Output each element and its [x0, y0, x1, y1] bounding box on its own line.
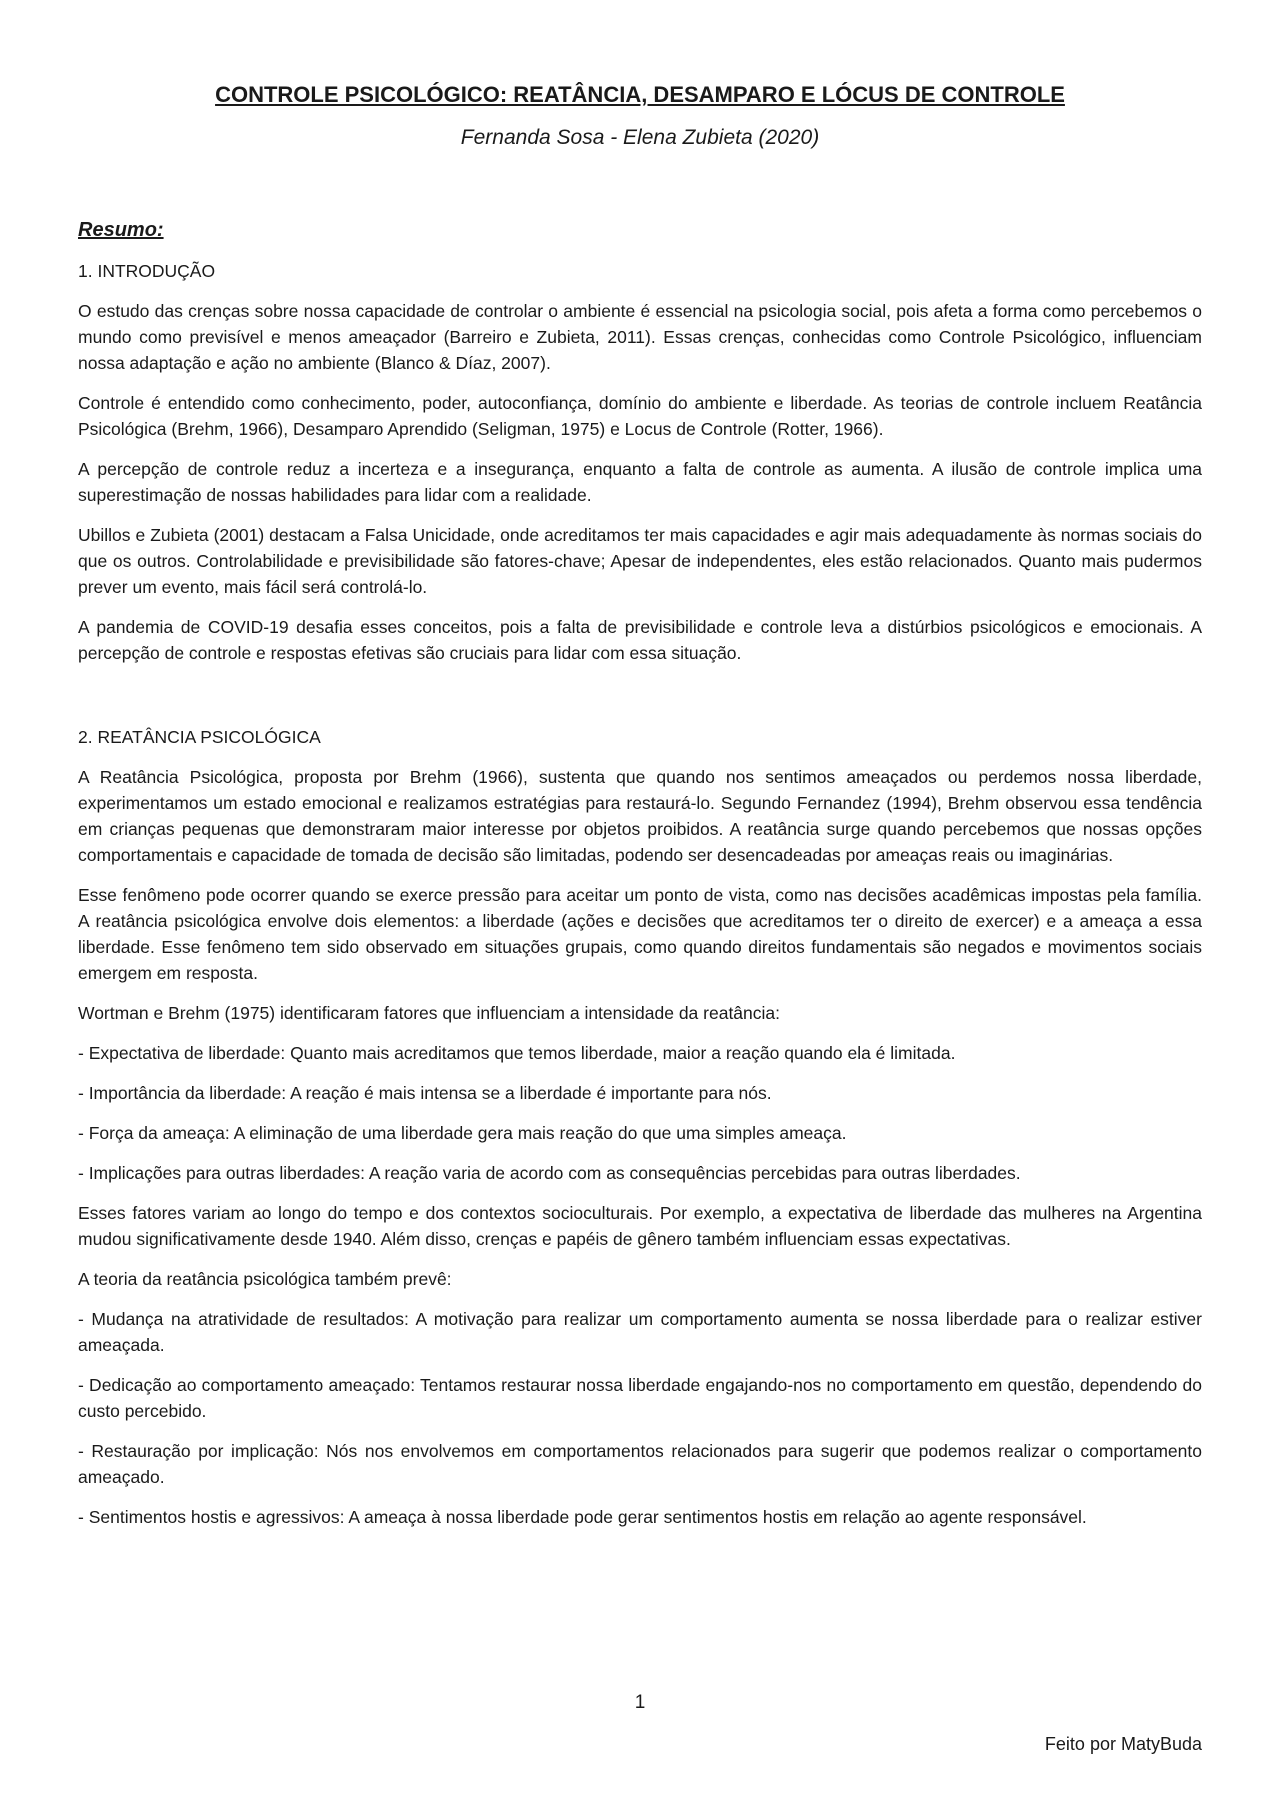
list-item: - Implicações para outras liberdades: A reação varia de acordo com as consequências percebidas para outras liberdades. [78, 1163, 1021, 1183]
list-item: - Restauração por implicação: Nós nos envolvemos em comportamentos relacionados para sugerir que podemos realizar o comportamento ameaçado. [78, 1441, 1202, 1487]
paragraph: Ubillos e Zubieta (2001) destacam a Falsa Unicidade, onde acreditamos ter mais capacidades e agir mais adequadamente às normas sociais do que os outros. Controlabilidade e previsibilidade são fatores-chave; Apesar de independentes, eles estão relacionados. Quanto mais pudermos prever um evento, mais fácil será controlá-lo. [78, 525, 1202, 597]
summary-label: Resumo: [78, 219, 164, 241]
section-heading: 2. REATÂNCIA PSICOLÓGICA [78, 727, 321, 747]
list-item: - Força da ameaça: A eliminação de uma liberdade gera mais reação do que uma simples ameaça. [78, 1123, 847, 1143]
paragraph: Wortman e Brehm (1975) identificaram fatores que influenciam a intensidade da reatância: [78, 1003, 780, 1023]
list-item: - Sentimentos hostis e agressivos: A ameaça à nossa liberdade pode gerar sentimentos hostis em relação ao agente responsável. [78, 1507, 1087, 1527]
paragraph: O estudo das crenças sobre nossa capacidade de controlar o ambiente é essencial na psicologia social, pois afeta a forma como percebemos o mundo como previsível e menos ameaçador (Barreiro e Zubieta, 2011). Essas crenças, conhecidas como Controle Psicológico, influenciam nossa adaptação e ação no ambiente (Blanco & Díaz, 2007). [78, 301, 1202, 373]
section-heading: 1. INTRODUÇÃO [78, 261, 216, 281]
paragraph: Esse fenômeno pode ocorrer quando se exerce pressão para aceitar um ponto de vista, como nas decisões acadêmicas impostas pela família. A reatância psicológica envolve dois elementos: a liberdade (ações e decisões que acreditamos ter o direito de exercer) e a ameaça a essa liberdade. Esse fenômeno tem sido observado em situações grupais, como quando direitos fundamentais são negados e movimentos sociais emergem em resposta. [78, 885, 1202, 983]
section-introduction [78, 258, 1202, 666]
document-authors: Fernanda Sosa - Elena Zubieta (2020) [460, 126, 820, 149]
document-title: CONTROLE PSICOLÓGICO: REATÂNCIA, DESAMPARO E LÓCUS DE CONTROLE [215, 82, 1065, 107]
paragraph: A pandemia de COVID-19 desafia esses conceitos, pois a falta de previsibilidade e controle leva a distúrbios psicológicos e emocionais. A percepção de controle e respostas efetivas são cruciais para lidar com essa situação. [78, 617, 1202, 663]
list-item: - Expectativa de liberdade: Quanto mais acreditamos que temos liberdade, maior a reação quando ela é limitada. [78, 1043, 956, 1063]
paragraph: Controle é entendido como conhecimento, poder, autoconfiança, domínio do ambiente e liberdade. As teorias de controle incluem Reatância Psicológica (Brehm, 1966), Desamparo Aprendido (Seligman, 1975) e Locus de Controle (Rotter, 1966). [78, 393, 1202, 439]
paragraph: Esses fatores variam ao longo do tempo e dos contextos socioculturais. Por exemplo, a expectativa de liberdade das mulheres na Argentina mudou significativamente desde 1940. Além disso, crenças e papéis de gênero também influenciam essas expectativas. [78, 1203, 1202, 1249]
paragraph: A Reatância Psicológica, proposta por Brehm (1966), sustenta que quando nos sentimos ameaçados ou perdemos nossa liberdade, experimentamos um estado emocional e realizamos estratégias para restaurá-lo. Segundo Fernandez (1994), Brehm observou essa tendência em crianças pequenas que demonstraram maior interesse por objetos proibidos. A reatância surge quando percebemos que nossas opções comportamentais e capacidade de tomada de decisão são limitadas, podendo ser desencadeadas por ameaças reais ou imaginárias. [78, 767, 1202, 865]
page-number: 1 [634, 1692, 646, 1713]
footer-credit: Feito por MatyBuda [1044, 1734, 1202, 1754]
section-reatancia [78, 724, 1202, 1530]
paragraph: A percepção de controle reduz a incerteza e a insegurança, enquanto a falta de controle as aumenta. A ilusão de controle implica uma superestimação de nossas habilidades para lidar com a realidade. [78, 459, 1202, 505]
list-item: - Importância da liberdade: A reação é mais intensa se a liberdade é importante para nós. [78, 1083, 772, 1103]
paragraph: A teoria da reatância psicológica também prevê: [78, 1269, 452, 1289]
list-item: - Mudança na atratividade de resultados: A motivação para realizar um comportamento aumenta se nossa liberdade para o realizar estiver ameaçada. [78, 1309, 1202, 1355]
list-item: - Dedicação ao comportamento ameaçado: Tentamos restaurar nossa liberdade engajando-nos no comportamento em questão, dependendo do custo percebido. [78, 1375, 1202, 1421]
